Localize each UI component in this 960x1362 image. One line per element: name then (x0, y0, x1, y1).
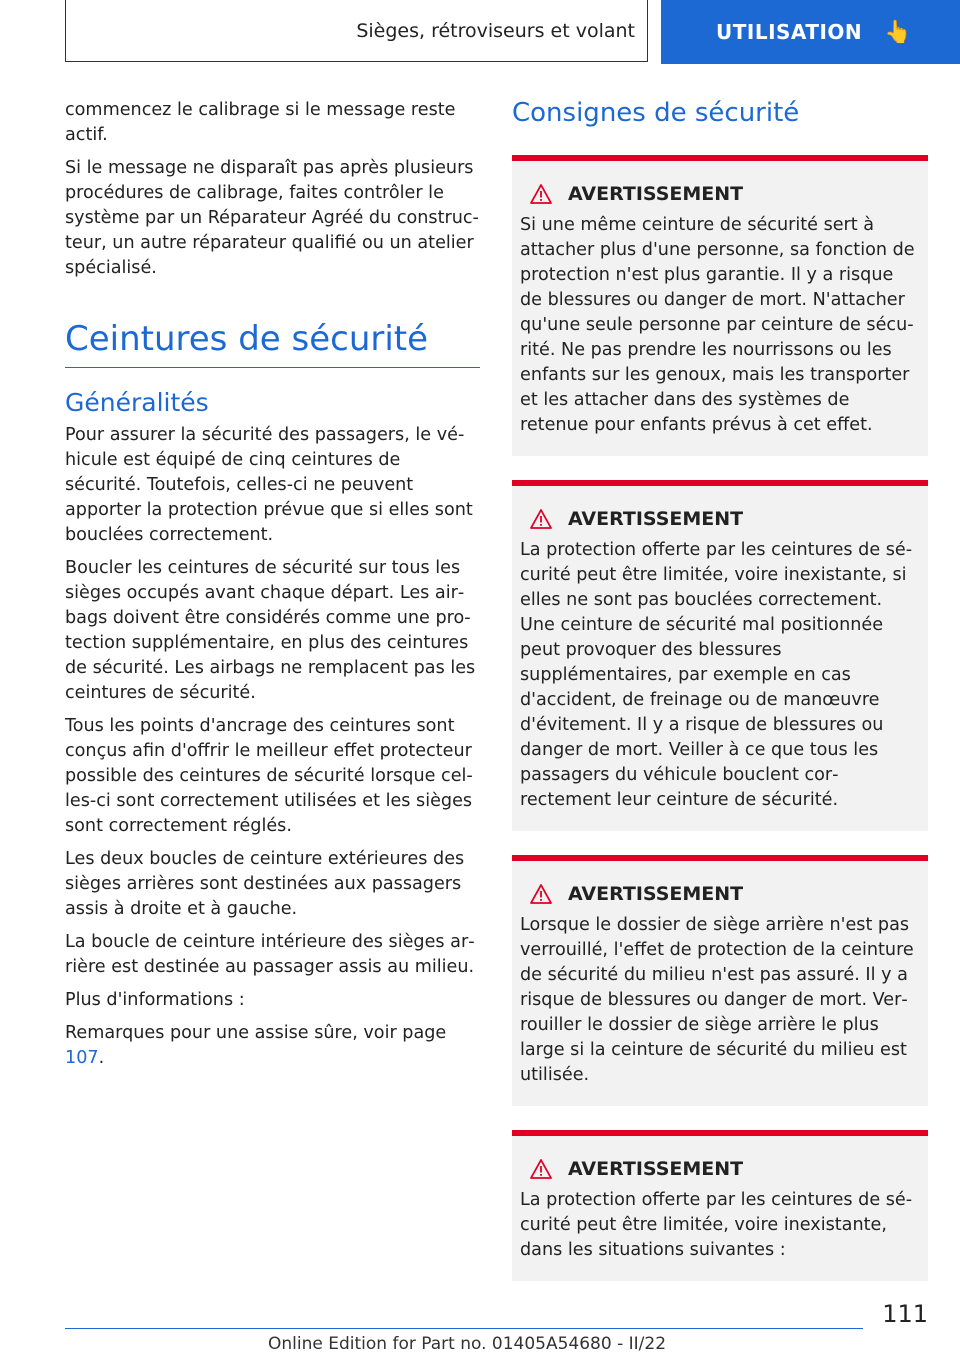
warning-triangle-icon (530, 184, 552, 204)
paragraph: commencez le calibrage si le message reste actif. (65, 100, 456, 145)
subsection-heading: Généralités (65, 388, 209, 417)
warning-label: AVERTISSEMENT (568, 1158, 744, 1180)
left-column (65, 98, 480, 1079)
edition-info: Online Edition for Part no. 01405A54680 - II/22 (268, 1334, 667, 1354)
warning-box (512, 155, 928, 456)
page-number: 111 (882, 1300, 928, 1328)
paragraph: Plus d'informations : (65, 990, 245, 1010)
warning-text: Si une même ceinture de sécurité sert à attacher plus d'une personne, sa fonction de protection n'est plus garantie. Il y a risque de blessures ou danger de mort. N'attacher qu'une seule personne par ceinture de sécurité. Ne pas prendre les nourrissons ou les enfants sur les genoux, mais les transporter et les attacher dans des systèmes de retenue pour enfants prévus à cet effet. (520, 215, 915, 435)
warning-text: Lorsque le dossier de siège arrière n'est pas verrouillé, l'effet de protection de la ceinture de sécurité du milieu n'est pas assuré. Il y a risque de blessures ou danger de mort. Verrouiller le dossier de siège arrière le plus large si la ceinture de sécurité du milieu est utilisée. (520, 915, 914, 1085)
warning-triangle-icon (530, 1159, 552, 1179)
warning-label: AVERTISSEMENT (568, 883, 744, 905)
warning-header (520, 183, 920, 205)
paragraph: Pour assurer la sécurité des passagers, le véhicule est équipé de cinq ceintures de sécurité. Toutefois, celles-ci ne peuvent apporter la protection prévue que si elles sont bouclées correctement. (65, 425, 473, 545)
safety-heading: Consignes de sécurité (512, 98, 800, 128)
page-link[interactable]: 107 (65, 1048, 99, 1068)
warning-text: La protection offerte par les ceintures de sécurité peut être limitée, voire inexistante, dans les situations suivantes : (520, 1190, 913, 1260)
warning-box (512, 480, 928, 831)
section-heading: Ceintures de sécurité (65, 319, 480, 368)
warning-triangle-icon (530, 509, 552, 529)
warning-header (520, 883, 920, 905)
warning-label: AVERTISSEMENT (568, 183, 744, 205)
section-tab (661, 0, 960, 64)
warning-triangle-icon (530, 884, 552, 904)
chapter-title: Sièges, rétroviseurs et volant (356, 19, 635, 42)
warning-header (520, 1158, 920, 1180)
chapter-tab (65, 0, 648, 62)
warning-box (512, 855, 928, 1106)
paragraph: Tous les points d'ancrage des ceintures sont conçus afin d'offrir le meilleur effet protecteur possible des ceintures de sécurité lorsque celles-ci sont correctement utilisées et les sièges sont correctement réglés. (65, 716, 473, 836)
cross-reference: Remarques pour une assise sûre, voir page 107. (65, 1023, 447, 1068)
warning-label: AVERTISSEMENT (568, 508, 744, 530)
hand-pointer-icon: 👆 (884, 19, 913, 45)
footer-divider (65, 1328, 863, 1329)
paragraph: Les deux boucles de ceinture extérieures des sièges arrières sont destinées aux passagers assis à droite et à gauche. (65, 849, 465, 919)
paragraph: La boucle de ceinture intérieure des sièges arrière est destinée au passager assis au milieu. (65, 932, 475, 977)
section-title: UTILISATION (716, 20, 863, 44)
right-column (512, 98, 928, 1293)
warning-box (512, 1130, 928, 1281)
warning-header (520, 508, 920, 530)
paragraph: Si le message ne disparaît pas après plusieurs procédures de calibrage, faites contrôler le système par un Réparateur Agréé du constructeur, un autre réparateur qualifié ou un atelier spécialisé. (65, 158, 479, 278)
warning-text: La protection offerte par les ceintures de sécurité peut être limitée, voire inexistante, si elles ne sont pas bouclées correctement. Une ceinture de sécurité mal positionnée peut provoquer des blessures supplémentaires, par exemple en cas d'accident, de freinage ou de manœuvre d'évitement. Il y a risque de blessures ou danger de mort. Veiller à ce que tous les passagers du véhicule bouclent correctement leur ceinture de sécurité. (520, 540, 913, 810)
paragraph: Boucler les ceintures de sécurité sur tous les sièges occupés avant chaque départ. Les airbags doivent être considérés comme une protection supplémentaire, en plus des ceintures de sécurité. Les airbags ne remplacent pas les ceintures de sécurité. (65, 558, 476, 703)
